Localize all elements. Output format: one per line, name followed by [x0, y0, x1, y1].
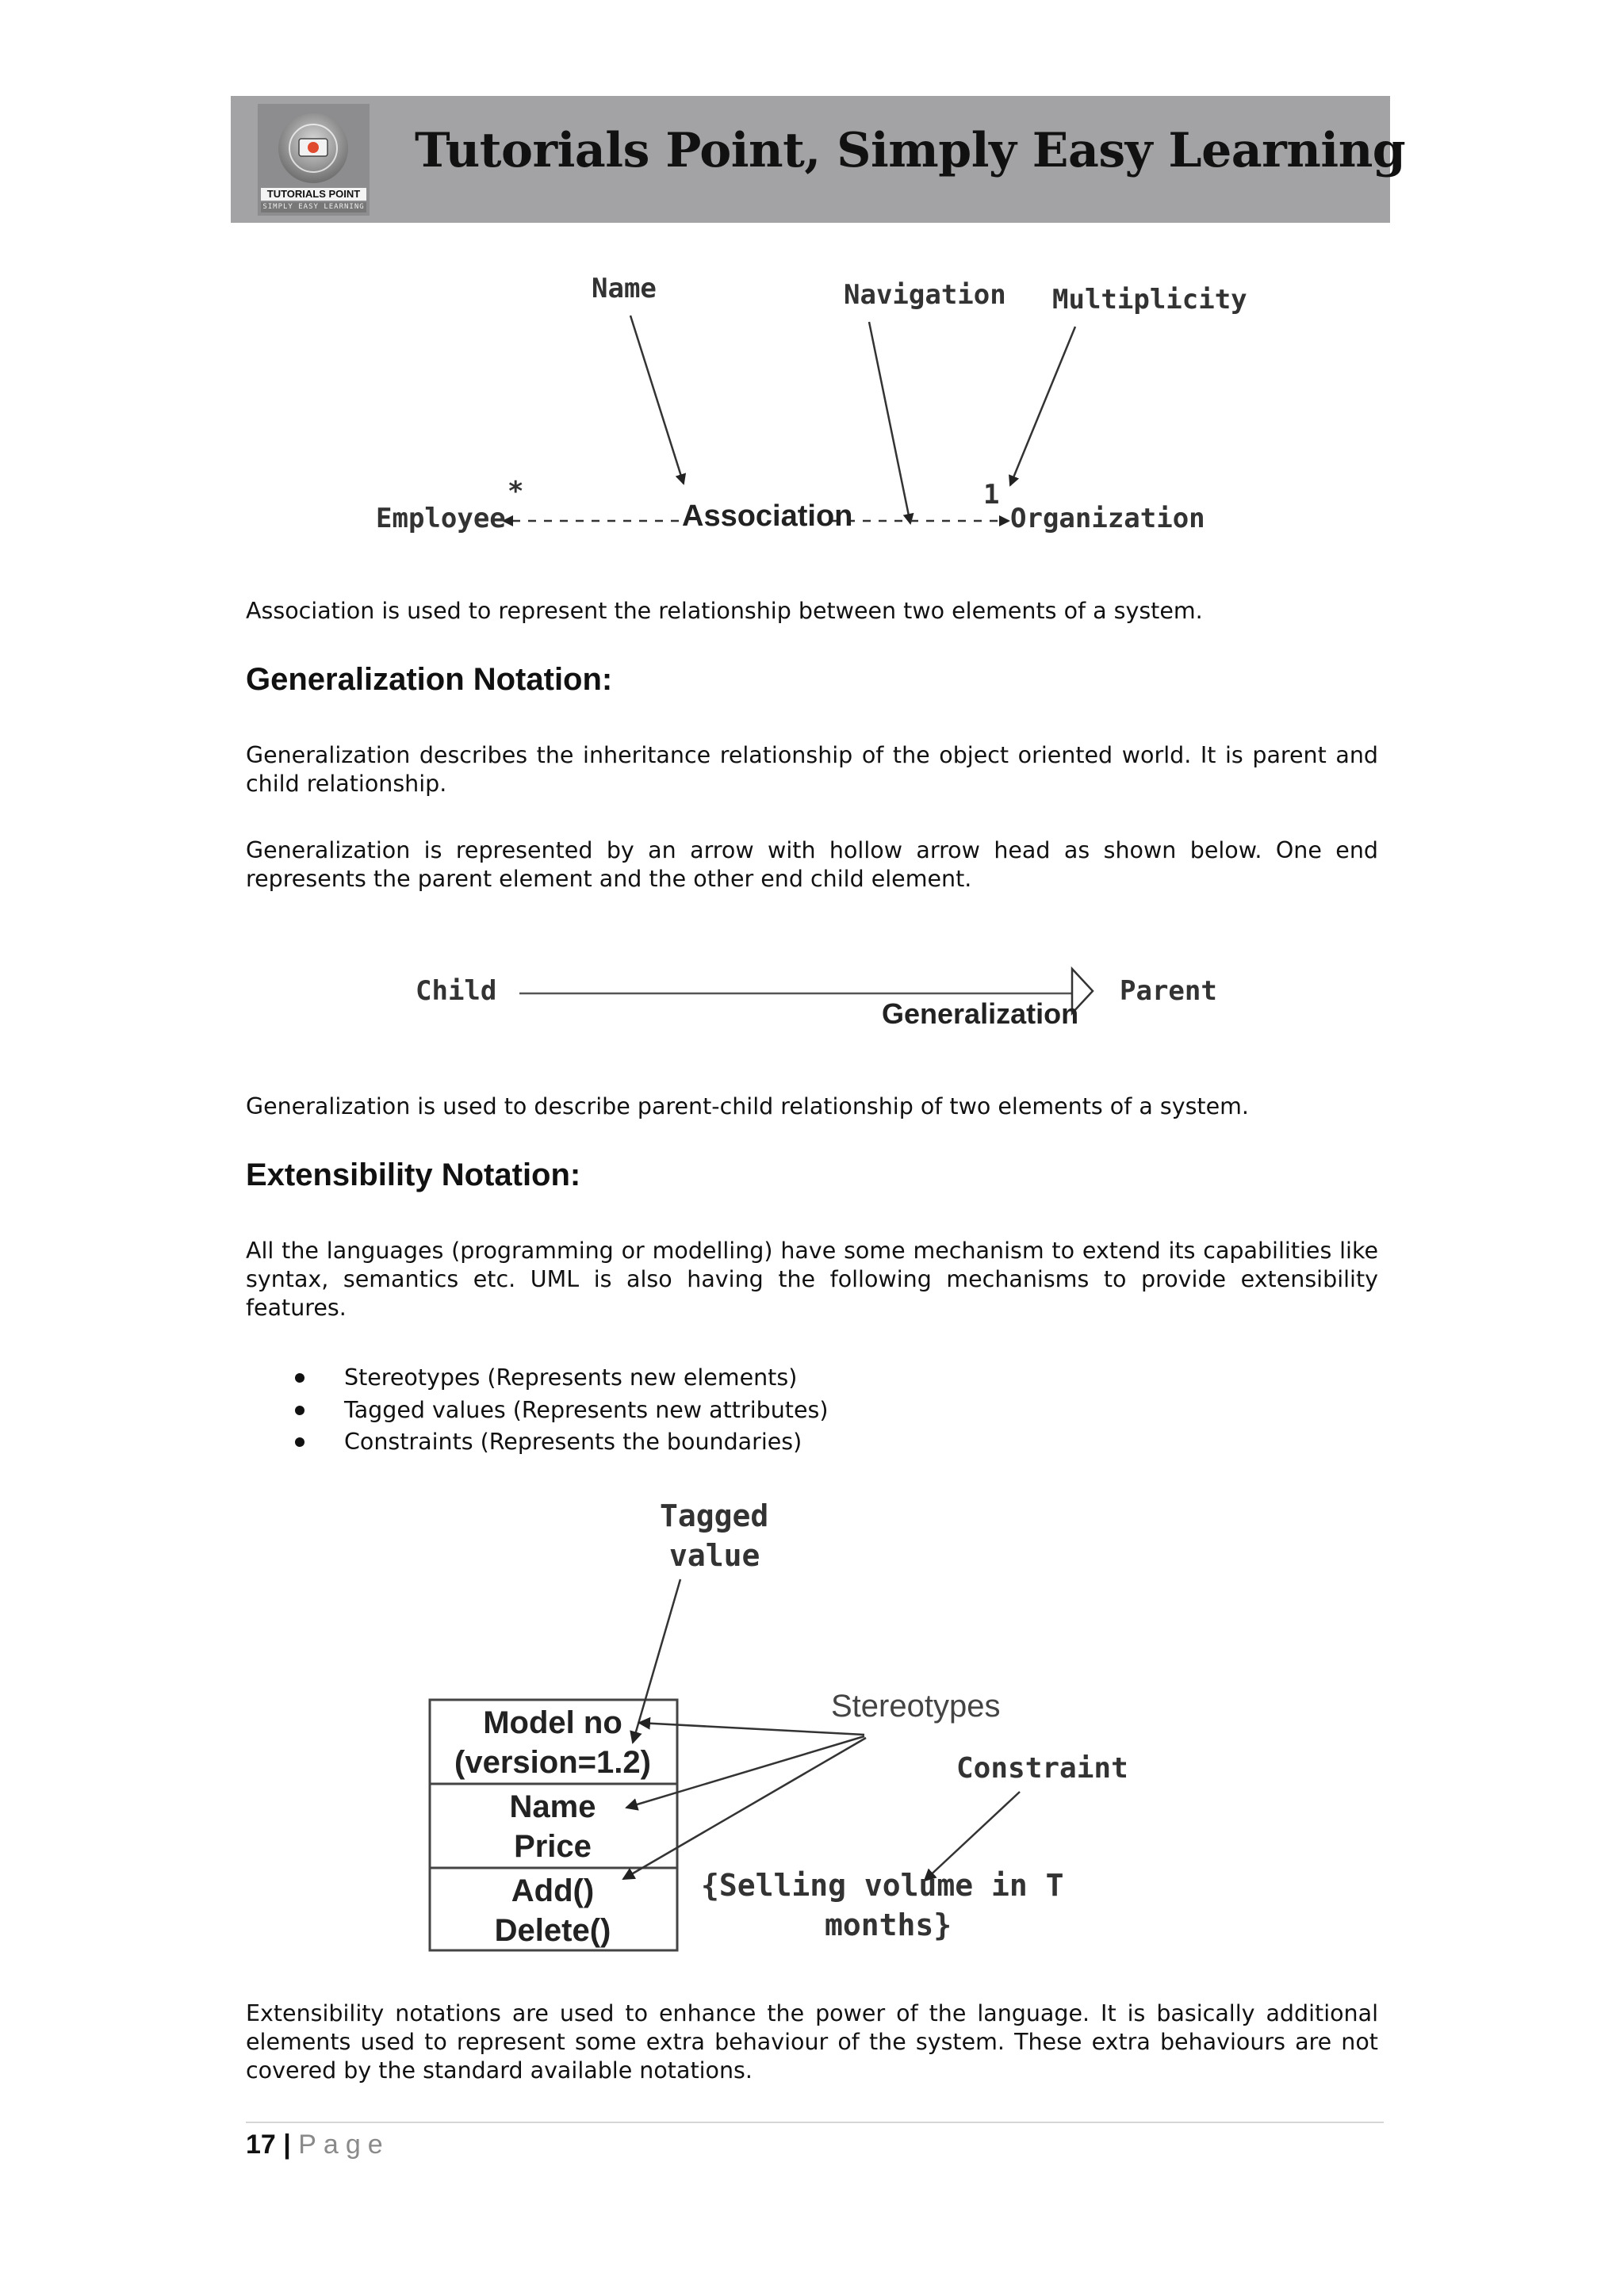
extensibility-para-1: All the languages (programming or modelling) have some mechanism to extend its capabilities like syntax, semantics etc. UML is also having the following mechanisms to provide extensibility features. — [246, 1238, 1378, 1321]
box-row-1-line-1: Model no — [483, 1705, 622, 1740]
page-separator: | — [283, 2130, 291, 2160]
constraint-label: Constraint — [956, 1752, 1128, 1785]
multiplicity-label: Multiplicity — [1052, 284, 1247, 316]
parent-label: Parent — [1120, 975, 1217, 1007]
employee-class-label: Employee — [376, 503, 506, 534]
child-label: Child — [416, 975, 497, 1007]
logo-tagline: SIMPLY EASY LEARNING — [262, 203, 365, 211]
stereotypes-label: Stereotypes — [831, 1689, 1001, 1724]
generalization-para-2: Generalization is represented by an arrow with hollow arrow head as shown below. One end represents the parent element and the other end child element. — [246, 837, 1378, 892]
page-word: Page — [298, 2130, 390, 2160]
list-item: Constraints (Represents the boundaries) — [246, 1428, 828, 1460]
navigation-label: Navigation — [844, 279, 1006, 311]
extensibility-para-2: Extensibility notations are used to enhance the power of the language. It is basically additional elements used to represent some extra behaviour of the system. These extra behaviours are not covered by the standard available notations. — [246, 2000, 1378, 2084]
box-row-1-line-2: (version=1.2) — [454, 1745, 651, 1780]
association-caption: Association is used to represent the relationship between two elements of a system. — [246, 598, 1203, 624]
name-label: Name — [592, 273, 657, 304]
generalization-label: Generalization — [882, 997, 1079, 1030]
generalization-caption: Generalization is used to describe parent-child relationship of two elements of a system. — [246, 1093, 1249, 1119]
association-label: Association — [682, 499, 853, 533]
bullet-icon — [295, 1373, 304, 1383]
left-multiplicity: * — [508, 476, 524, 507]
extensibility-heading: Extensibility Notation: — [246, 1158, 581, 1192]
extensibility-diagram — [0, 1490, 1624, 1966]
name-pointer-line — [630, 316, 684, 484]
tutorialspoint-logo — [258, 104, 370, 216]
page-number: 17 — [246, 2130, 276, 2160]
footer-divider — [246, 2122, 1384, 2123]
generalization-arrow — [396, 951, 1237, 1047]
generalization-heading: Generalization Notation: — [246, 662, 613, 697]
navigation-pointer-line — [869, 322, 910, 523]
generalization-diagram — [396, 951, 1237, 1047]
box-row-2-line-1: Name — [509, 1789, 596, 1824]
tagged-label-line-1: Tagged — [660, 1498, 769, 1533]
logo-name: TUTORIALS POINT — [266, 188, 361, 200]
header-title: Tutorials Point, Simply Easy Learning — [415, 123, 1406, 178]
bullet-icon — [295, 1437, 304, 1447]
list-item: Tagged values (Represents new attributes) — [246, 1396, 828, 1429]
tagged-label-line-2: value — [669, 1538, 760, 1573]
bullet-icon — [295, 1406, 304, 1415]
page-header — [231, 96, 1406, 223]
organization-class-label: Organization — [1010, 503, 1205, 534]
page-footer — [246, 2130, 390, 2160]
box-row-3-line-2: Delete() — [494, 1913, 611, 1948]
box-row-3-line-1: Add() — [511, 1873, 595, 1908]
association-arrows — [0, 0, 1624, 555]
multiplicity-pointer-line — [1010, 327, 1075, 485]
box-row-2-line-2: Price — [514, 1829, 592, 1864]
extensibility-bullet-list — [246, 1364, 828, 1460]
generalization-para-1: Generalization describes the inheritance relationship of the object oriented world. It is parent and child relationship. — [246, 742, 1378, 797]
association-diagram — [0, 0, 1624, 555]
list-item: Stereotypes (Represents new elements) — [246, 1364, 828, 1396]
right-multiplicity: 1 — [983, 479, 1000, 511]
constraint-text-line-1: {Selling volume in T — [701, 1868, 1064, 1903]
constraint-text-line-2: months} — [825, 1908, 952, 1942]
